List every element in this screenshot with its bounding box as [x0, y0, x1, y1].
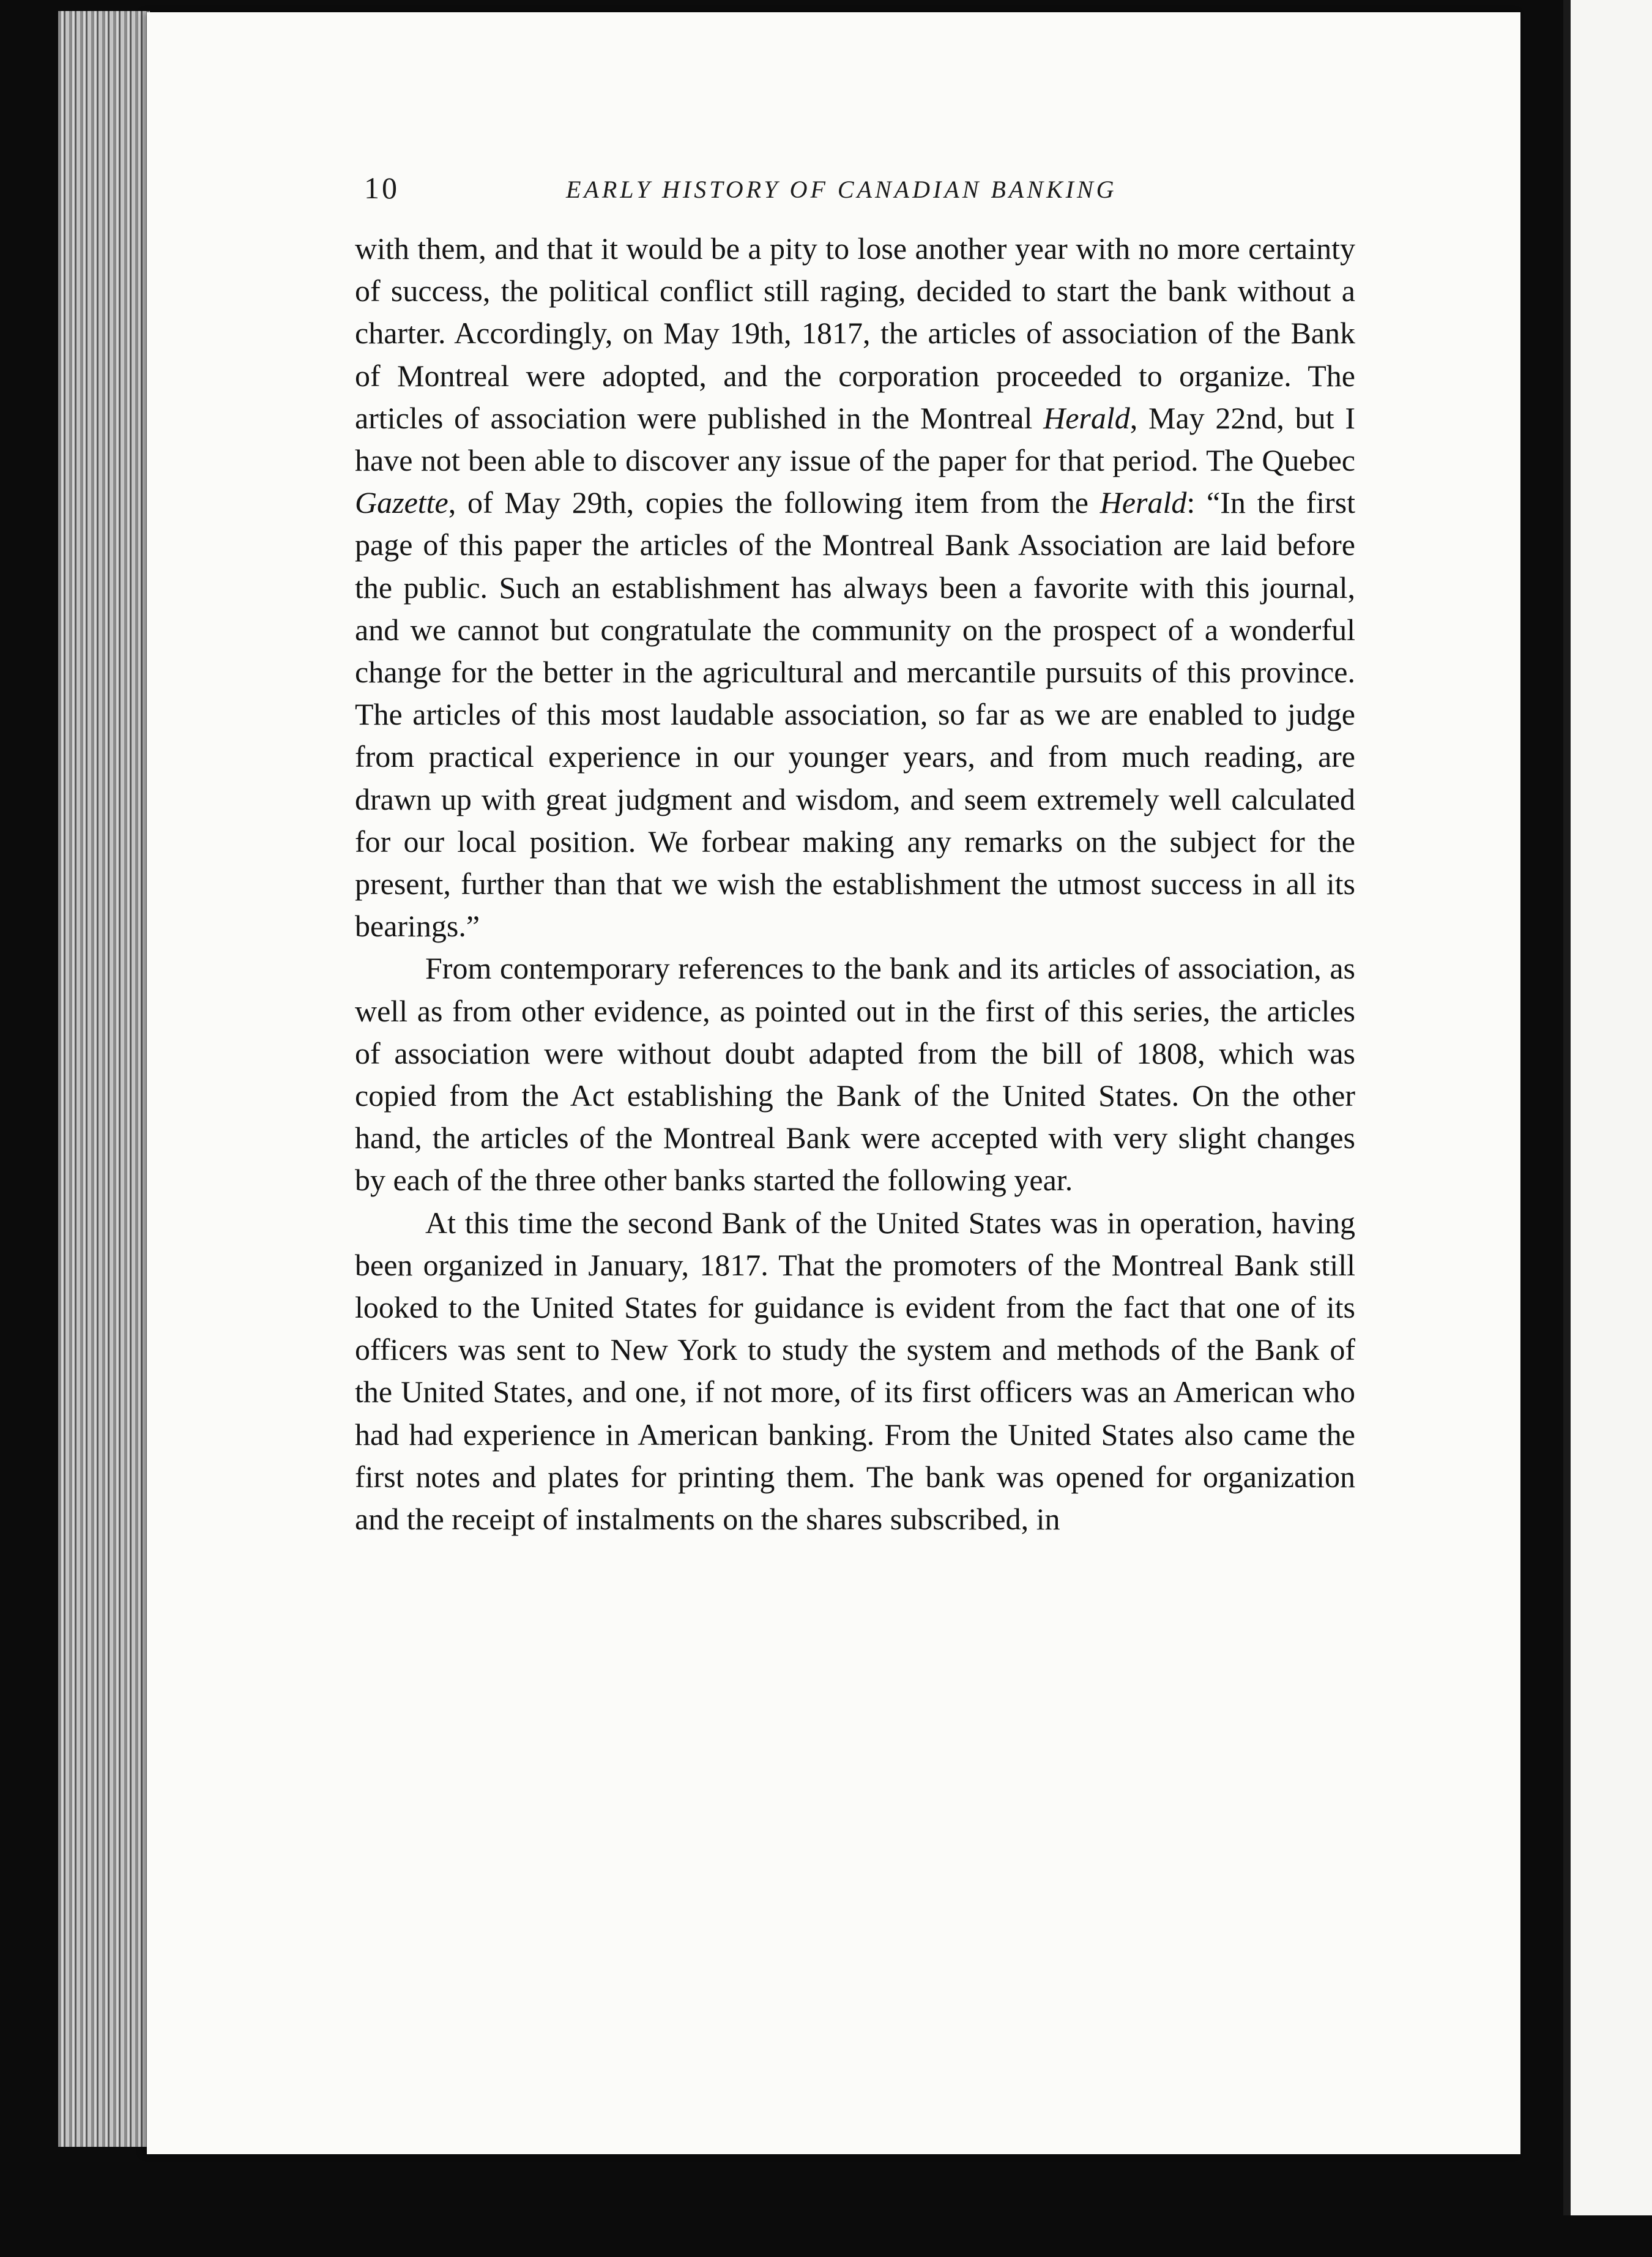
paragraph-3: At this time the second Bank of the United States was in operation, having been organized in January, 1817. That the promoters of the Montreal Bank still looked to the United States for guidance is evident from the fact that one of its officers was sent to New York to study the system and methods of the Bank of the United States, and one, if not more, of its first officers was an American who had had experience in American banking. From the United States also came the first notes and plates for printing them. The bank was opened for organization and the receipt of instalments on the shares subscribed, in [355, 1205, 1355, 1537]
facing-page-edge [1563, 0, 1652, 2215]
italic-herald-2: Herald [1099, 485, 1187, 520]
paragraph-1-part-c: , of May 29th, copies the following item from the [448, 485, 1100, 520]
italic-gazette: Gazette [355, 485, 448, 520]
running-header [364, 170, 1355, 213]
paragraph-1-part-d: : “In the first page of this paper the articles of the Montreal Bank Association are laid before the public. Such an establishment has always been a favorite with this journal, and we cannot but congratulate the community on the prospect of a wonderful change for the better in the agricultural and mercantile pursuits of this province. The articles of this most laudable association, so far as we are enabled to judge from practical experience in our younger years, and from much reading, are drawn up with great judgment and wisdom, and seem extremely well calculated for our local position. We forbear making any remarks on the subject for the present, further than that we wish the establishment the utmost success in all its bearings.” [355, 485, 1355, 944]
page-number: 10 [364, 171, 400, 205]
stacked-page-edges [58, 11, 150, 2147]
paragraph-1-part-b: , May 22nd, but I have not been able to discover any issue of the paper for that period. The Quebec [355, 400, 1355, 478]
paragraph-2: From contemporary references to the bank and its articles of association, as well as from other evidence, as pointed out in the first of this series, the articles of association were without doubt adapted from the bill of 1808, which was copied from the Act establishing the Bank of the United States. On the other hand, the articles of the Montreal Bank were accepted with very slight changes by each of the three other banks started the following year. [355, 951, 1355, 1198]
body-text [355, 228, 1355, 1540]
italic-herald-1: Herald [1043, 400, 1130, 435]
paragraph-1-part-a: with them, and that it would be a pity to lose another year with no more certainty of success, the political conflict still raging, decided to start the bank without a charter. Accordingly, on May 19th, 1817, the articles of association of the Bank of Montreal were adopted, and the corporation proceeded to organize. The articles of association were published in the Montreal [355, 231, 1355, 435]
running-title: EARLY HISTORY OF CANADIAN BANKING [566, 176, 1117, 203]
paragraph-1 [355, 228, 1355, 947]
